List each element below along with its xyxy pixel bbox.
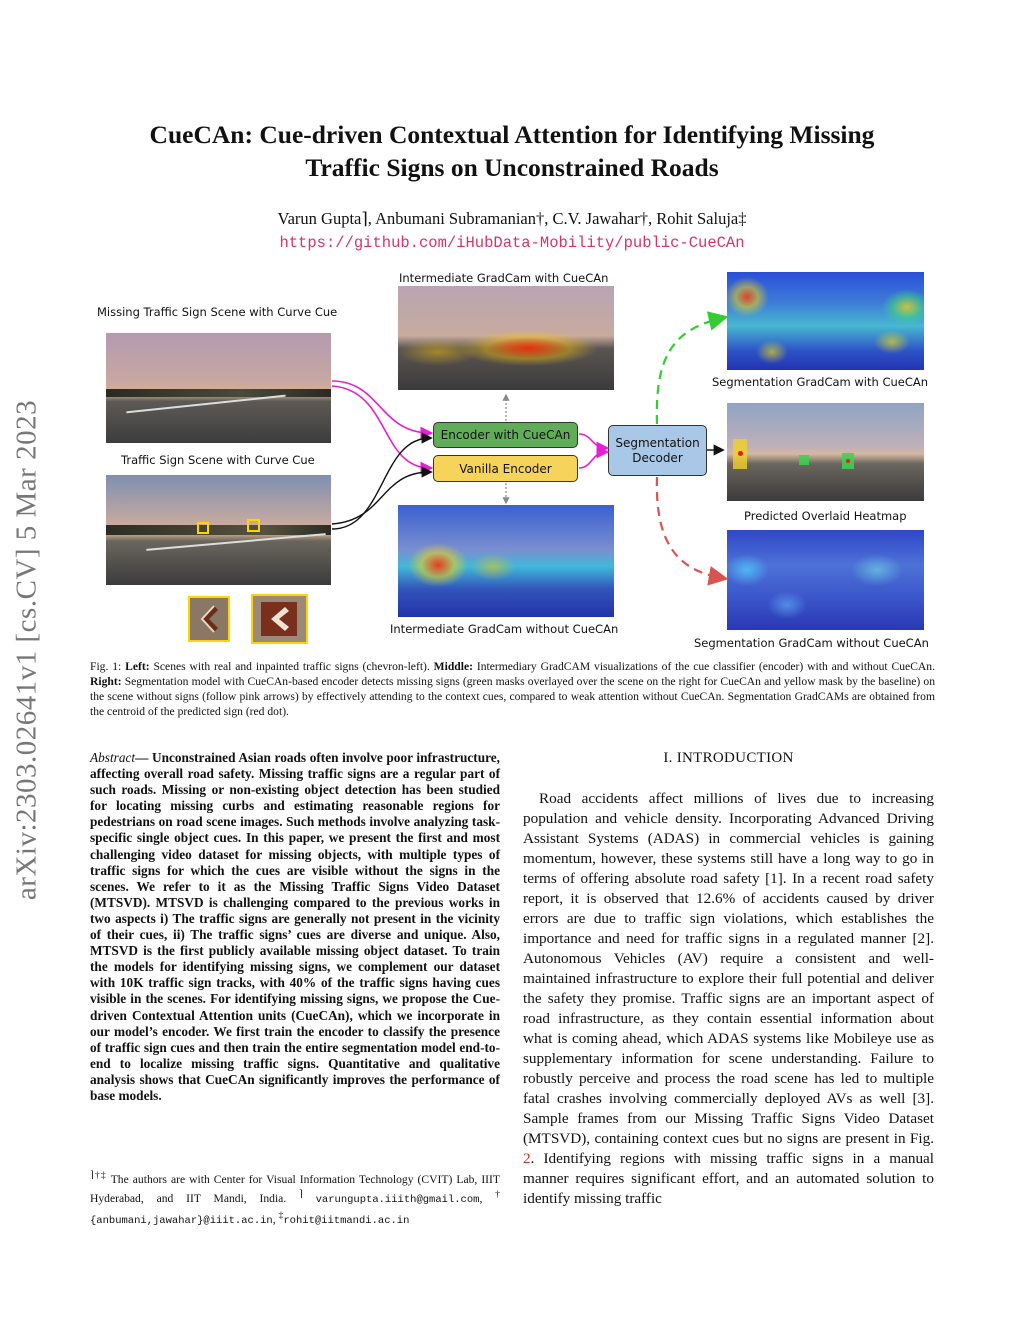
email-2[interactable]: {anbumani,jawahar}@iiit.ac.in	[90, 1214, 273, 1227]
decoder-label-line-2: Decoder	[632, 450, 683, 465]
arxiv-id: arXiv:2303.02641v1 [cs.CV] 5 Mar 2023	[10, 399, 43, 901]
introduction-paragraph	[523, 789, 934, 1209]
caption-middle-text: Intermediary GradCAM visualizations of the cue classifier (encoder) with and without CueCAn.	[472, 660, 935, 673]
intro-text-2: . In a recent road safety report, it is observed that 12.6% of accidents caused by driver errors are due to traffic sign violations, which establishes the importance and need for traffic signs in a regulated manner	[523, 870, 934, 947]
missing-sign-scene-image	[106, 333, 331, 443]
footnote-mark-3: ‡	[278, 1209, 284, 1221]
label-sign-scene: Traffic Sign Scene with Curve Cue	[121, 453, 315, 467]
intro-text-5: . Identifying regions with missing traffic signs in a manual manner requires significant effort, and an automated solution to identify missing traffic	[523, 1150, 934, 1207]
vanilla-encoder-label: Vanilla Encoder	[459, 461, 552, 476]
segmentation-decoder-box	[608, 425, 707, 476]
seg-gradcam-with-image	[727, 272, 924, 370]
caption-right-text: Segmentation model with CueCAn-based encoder detects missing signs (green masks overlayed over the scene on the right for CueCAn and yellow mask by the baseline) on the scene without signs (follow pink arrows) by effectively attending to the context cues, compared to weak attention without CueCAn. Segmentation GradCAMs are obtained from the centroid of the predicted sign (red dot).	[90, 675, 935, 718]
figure-1	[0, 0, 1024, 655]
caption-right-label: Right:	[90, 675, 122, 688]
citation-1[interactable]: [1]	[765, 870, 783, 887]
repo-link[interactable]: https://github.com/iHubData-Mobility/public-CueCAn	[279, 234, 745, 252]
chevron-left-icon	[253, 596, 306, 642]
intro-text-4: . Sample frames from our Missing Traffic Signs Video Dataset (MTSVD), containing context cues but no signs are present in Fig.	[523, 1090, 934, 1147]
footnote-marks: ⌉†‡	[90, 1170, 107, 1181]
footnote-mark-1: ⌉	[299, 1188, 303, 1200]
footnote-sep-2: ,	[272, 1212, 276, 1226]
caption-middle-label: Middle:	[433, 660, 473, 673]
abstract-label: Abstract	[90, 750, 136, 765]
pink-arrows	[332, 381, 606, 468]
figure-2-link[interactable]: 2	[523, 1150, 531, 1167]
figure-arrows	[0, 0, 1024, 655]
label-inter-with: Intermediate GradCam with CueCAn	[399, 271, 609, 285]
caption-left-label: Left:	[125, 660, 150, 673]
author-list: Varun Gupta⌉, Anbumani Subramanian†, C.V. Jawahar†, Rohit Saluja‡	[277, 209, 747, 228]
vanilla-encoder-box	[433, 455, 578, 482]
caption-fig-label: Fig. 1:	[90, 660, 122, 673]
paper-title	[60, 118, 964, 184]
label-seg-without: Segmentation GradCam without CueCAn	[694, 636, 929, 650]
footnote	[90, 1168, 500, 1229]
inter-gradcam-with-image	[398, 286, 614, 390]
chevron-left-icon	[190, 598, 228, 640]
decoder-label-line-1: Segmentation	[615, 435, 700, 450]
citation-2[interactable]: [2]	[912, 930, 931, 947]
sign-scene-image	[106, 475, 331, 585]
title-line-2: Traffic Signs on Unconstrained Roads	[305, 153, 719, 182]
encoder-cuecan-label: Encoder with CueCAn	[440, 428, 571, 442]
section-heading-introduction: I. INTRODUCTION	[663, 750, 794, 766]
label-inter-without: Intermediate GradCam without CueCAn	[390, 622, 619, 636]
intro-text-3: . Autonomous Vehicles (AV) require a consistent and well-maintained infrastructure to explore their full potential and deliver the safety they promise. Traffic signs are an important aspect of road infrastructure, as they contain essential information about what is coming ahead, which ADAS systems like Mobileye use as supplementary information for scene understanding. Failure to robustly perceive and process the road scene has led to multiple fatal crashes involving commercially deployed AVs as well	[523, 930, 934, 1107]
footnote-sep-1: ,	[479, 1191, 496, 1205]
footnote-mark-2: †	[495, 1188, 500, 1200]
email-1[interactable]: varungupta.iiith@gmail.com	[315, 1193, 480, 1206]
seg-gradcam-without-image	[727, 530, 924, 630]
red-dashed-arrow	[657, 477, 722, 578]
citation-3[interactable]: [3]	[912, 1090, 931, 1107]
intro-text-1: Road accidents affect millions of lives due to increasing population and vehicle density. Incorporating Advanced Driving Assistant Systems (ADAS) in commercial vehicles is gaining momentum, however, these systems still have a long way to go in terms of offering absolute road safety	[523, 790, 934, 887]
label-missing-scene: Missing Traffic Sign Scene with Curve Cue	[97, 305, 338, 319]
abstract-dash: —	[135, 750, 149, 765]
inter-gradcam-without-image	[398, 505, 614, 617]
figure-caption	[90, 659, 935, 719]
label-predicted: Predicted Overlaid Heatmap	[744, 509, 907, 523]
predicted-heatmap-image	[727, 403, 924, 501]
zoomed-chevron-sign-1	[188, 596, 230, 642]
caption-left-text: Scenes with real and inpainted traffic signs (chevron-left).	[149, 660, 434, 673]
footnote-text: The authors are with Center for Visual Information Technology (CVIT) Lab, IIIT Hyderabad, and IIT Mandi, India.	[90, 1172, 500, 1205]
title-line-1: CueCAn: Cue-driven Contextual Attention for Identifying Missing	[149, 120, 875, 149]
email-3[interactable]: rohit@iitmandi.ac.in	[283, 1214, 410, 1227]
label-seg-with: Segmentation GradCam with CueCAn	[712, 375, 929, 389]
abstract	[90, 750, 500, 1104]
arxiv-sidebar	[2, 350, 52, 950]
zoomed-chevron-sign-2	[251, 594, 308, 644]
green-dashed-arrow	[657, 318, 722, 424]
encoder-cuecan-box	[433, 422, 578, 448]
abstract-text: Unconstrained Asian roads often involve poor infrastructure, affecting overall road safety. Missing traffic signs are a regular part of such roads. Missing or non-existing object detection has been studied for locating missing curbs and estimating reasonable regions for pedestrians on road scene images. Such methods involve analyzing task-specific single object cues. In this paper, we present the first and most challenging video dataset for missing objects, with multiple types of traffic signs for which the cues are visible without the signs in the scenes. We refer to it as the Missing Traffic Signs Video Dataset (MTSVD). MTSVD is challenging compared to the previous works in two aspects i) The traffic signs are generally not present in the vicinity of their cues, ii) The traffic signs’ cues are diverse and unique. Also, MTSVD is the first publicly available missing object dataset. To train the models for identifying missing signs, we complement our dataset with 10K traffic sign tracks, with 40% of the traffic signs having cues visible in the scenes. For identifying missing signs, we propose the Cue-driven Contextual Attention units (CueCAn), which we incorporate in our model’s encoder. We first train the encoder to classify the presence of traffic sign cues and then train the entire segmentation model end-to-end to localize missing traffic signs. Quantitative and qualitative analysis shows that CueCAn significantly improves the performance of base models.	[90, 750, 500, 1103]
